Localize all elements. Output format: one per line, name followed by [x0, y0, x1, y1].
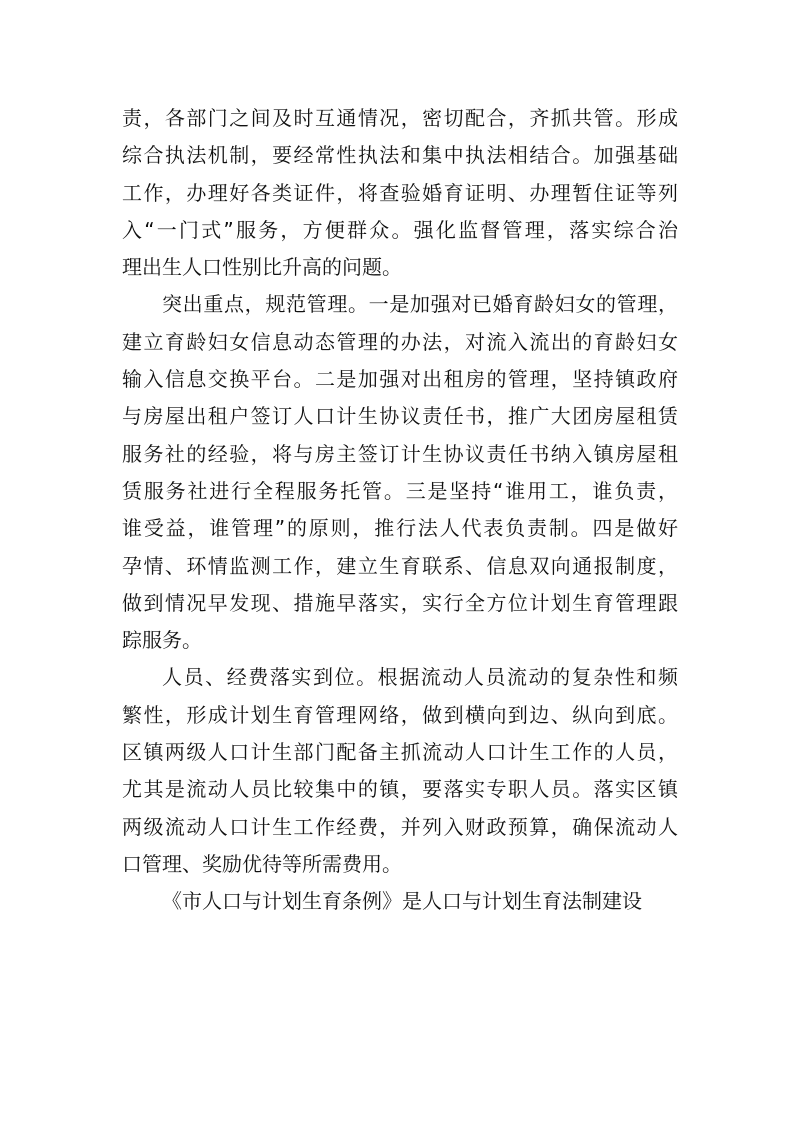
text-line: 服务社的经验，将与房主签订计生协议责任书纳入镇房屋租 — [122, 441, 678, 466]
paragraph-coordination — [122, 100, 678, 286]
document-body — [122, 100, 678, 921]
text-line: 繁性，形成计划生育管理网络，做到横向到边、纵向到底。 — [122, 702, 678, 727]
text-line: 理出生人口性别比升高的问题。 — [122, 255, 402, 280]
text-line: 口管理、奖励优待等所需费用。 — [122, 851, 402, 876]
text-line: 孕情、环情监测工作，建立生育联系、信息双向通报制度， — [122, 553, 678, 578]
text-line: 建立育龄妇女信息动态管理的办法，对流入流出的育龄妇女 — [122, 329, 678, 354]
text-line: 两级流动人口计生工作经费，并列入财政预算，确保流动人 — [122, 814, 678, 839]
text-line: 突出重点，规范管理。一是加强对已婚育龄妇女的管理， — [162, 292, 678, 317]
text-line: 谁受益，谁管理”的原则，推行法人代表负责制。四是做好 — [122, 516, 678, 541]
paragraph-personnel-funding — [122, 659, 678, 883]
text-line: 赁服务社进行全程服务托管。三是坚持“谁用工，谁负责， — [122, 478, 678, 503]
text-line: 工作，办理好各类证件，将查验婚育证明、办理暂住证等列 — [122, 180, 678, 205]
text-line: 《市人口与计划生育条例》是人口与计划生育法制建设 — [162, 889, 642, 914]
text-line: 与房屋出租户签订人口计生协议责任书，推广大团房屋租赁 — [122, 404, 678, 429]
text-line: 踪服务。 — [122, 628, 202, 653]
text-line: 输入信息交换平台。二是加强对出租房的管理，坚持镇政府 — [122, 367, 678, 392]
text-line: 做到情况早发现、措施早落实，实行全方位计划生育管理跟 — [122, 590, 678, 615]
text-line: 人员、经费落实到位。根据流动人员流动的复杂性和频 — [162, 665, 678, 690]
text-line: 尤其是流动人员比较集中的镇，要落实专职人员。落实区镇 — [122, 777, 678, 802]
text-line: 综合执法机制，要经常性执法和集中执法相结合。加强基础 — [122, 143, 678, 168]
text-line: 入“一门式”服务，方便群众。强化监督管理，落实综合治 — [122, 217, 678, 242]
text-line: 责，各部门之间及时互通情况，密切配合，齐抓共管。形成 — [122, 106, 678, 130]
paragraph-regulation — [122, 883, 678, 920]
text-line: 区镇两级人口计生部门配备主抓流动人口计生工作的人员， — [122, 740, 678, 765]
paragraph-key-management — [122, 286, 678, 659]
